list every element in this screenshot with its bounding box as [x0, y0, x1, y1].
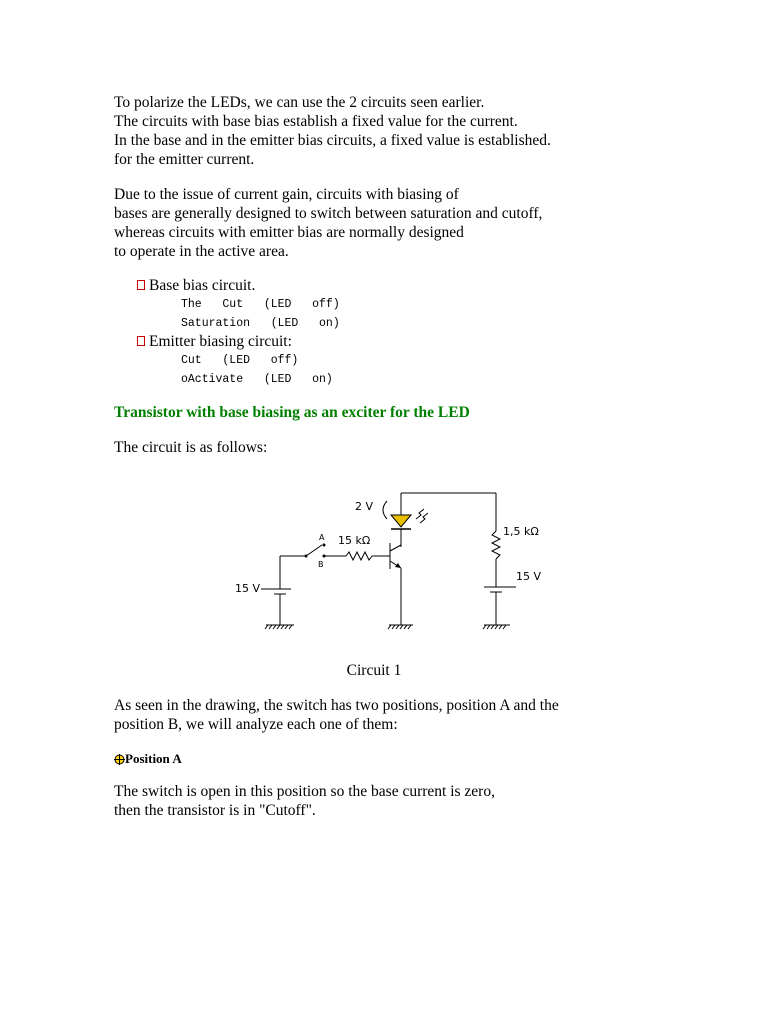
bias-list	[114, 277, 714, 389]
switch-contact-b	[323, 555, 326, 558]
text-line: The switch is open in this position so the base current is zero,	[114, 783, 495, 800]
led-voltage-label: 2 V	[355, 500, 374, 513]
text-line: position B, we will analyze each one of them:	[114, 716, 398, 733]
base-resistor-label: 15 kΩ	[338, 534, 371, 547]
state-line: Saturation (LED on)	[181, 317, 340, 330]
position-a-heading	[114, 750, 714, 768]
text-line: Due to the issue of current gain, circuits with biasing of	[114, 186, 459, 203]
text-line: for the emitter current.	[114, 151, 255, 168]
switch-contact-a	[323, 544, 326, 547]
circuit-caption: Circuit 1	[346, 662, 402, 679]
switch-pivot	[305, 555, 308, 558]
ground-hatch	[265, 625, 506, 629]
list-item	[137, 277, 714, 295]
analysis-paragraph	[114, 696, 714, 734]
base-resistor	[346, 552, 372, 560]
document-body	[114, 93, 714, 820]
gain-paragraph	[114, 185, 714, 261]
text-line: In the base and in the emitter bias circuits, a fixed value is established.	[114, 132, 551, 149]
bullet-icon	[137, 280, 145, 290]
text-line: To polarize the LEDs, we can use the 2 circuits seen earlier.	[114, 94, 485, 111]
list-item	[137, 333, 714, 351]
led-icon	[391, 515, 411, 527]
section-heading: Transistor with base biasing as an exciter for the LED	[114, 404, 470, 421]
position-a-paragraph	[114, 782, 714, 820]
supply-left-label: 15 V	[235, 582, 261, 595]
bullet-icon	[137, 336, 145, 346]
circuit-svg	[114, 475, 714, 645]
list-item-title: Emitter biasing circuit:	[149, 333, 292, 350]
text-line: The circuits with base bias establish a fixed value for the current.	[114, 113, 518, 130]
switch-b-label: B	[318, 560, 324, 569]
list-item-title: Base bias circuit.	[149, 277, 256, 294]
intro-paragraph	[114, 93, 714, 169]
circuit-intro: The circuit is as follows:	[114, 439, 268, 456]
state-line: The Cut (LED off)	[181, 298, 340, 311]
switch-a-label: A	[319, 533, 325, 542]
led-voltage-bracket	[383, 501, 387, 519]
crosshair-icon	[114, 754, 125, 765]
text-line: to operate in the active area.	[114, 243, 289, 260]
text-line: whereas circuits with emitter bias are normally designed	[114, 224, 464, 241]
transistor-collector	[390, 545, 401, 551]
state-line: Cut (LED off)	[181, 354, 299, 367]
text-line: then the transistor is in "Cutoff".	[114, 802, 316, 819]
collector-resistor-label: 1,5 kΩ	[503, 525, 539, 538]
emitter-arrow-icon	[395, 563, 401, 568]
text-line: As seen in the drawing, the switch has two positions, position A and the	[114, 697, 559, 714]
switch-lever	[306, 545, 322, 556]
text-line: bases are generally designed to switch between saturation and cutoff,	[114, 205, 543, 222]
position-a-label: Position A	[125, 751, 182, 766]
supply-right-label: 15 V	[516, 570, 542, 583]
light-rays-icon	[416, 509, 428, 523]
collector-resistor	[492, 531, 500, 559]
circuit-diagram	[114, 475, 714, 645]
state-line: oActivate (LED on)	[181, 373, 333, 386]
